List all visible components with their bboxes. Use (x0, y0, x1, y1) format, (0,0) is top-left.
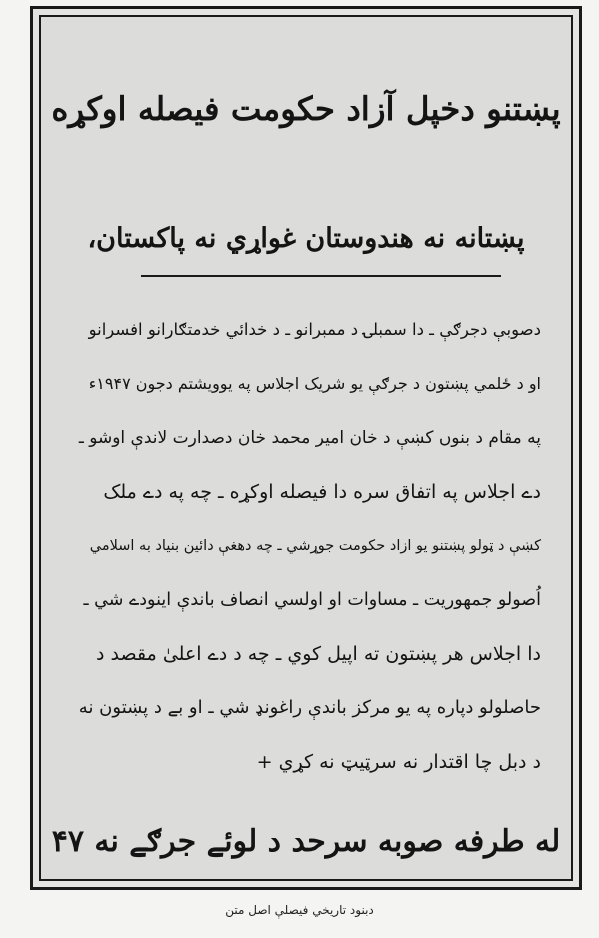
title-divider (141, 275, 501, 277)
document-body (79, 303, 541, 789)
document-frame (39, 15, 573, 881)
body-line: کښې د ټولو پښتنو یو ازاد حکومت جوړشي ـ چه دهغې دائین بنیاد به اسلامي (89, 538, 541, 554)
document-signature-line: له طرفه صوبه سرحد د لوئے جرګے نه ۴۷ (51, 824, 561, 859)
document-outer-border (30, 6, 582, 890)
body-line: اُصولو جمهوریت ـ مساوات او اولسي انصاف باندې اینودے شي ـ (83, 590, 541, 610)
body-line: دصوبې دجرګې ـ دا سمبلۍ د ممبرانو ـ د خدائي خدمتګارانو افسرانو (88, 320, 541, 339)
body-line: په مقام د بنوں کښې د خان امیر محمد خان دصدارت لاندې اوشو ـ (78, 428, 541, 448)
body-line: دا اجلاس هر پښتون ته اپیل کوي ـ چه د دے اعلیٰ مقصد د (96, 643, 541, 665)
body-line: دے اجلاس په اتفاق سره دا فیصله اوکړه ـ چه په دے ملک (103, 481, 541, 503)
image-caption: دبنود تاریخي فیصلې اصل متن (225, 903, 374, 917)
body-line: او د ځلمي پښتون د جرګې یو شریک اجلاس په یوویشتم دجون ۱۹۴۷ء (88, 374, 541, 393)
document-title: پښتنو دخپل آزاد حکومت فیصله اوکړه (51, 89, 561, 128)
body-line: حاصلولو دپاره په یو مرکز باندې راغونډ شي ـ او بے د پښتون نه (78, 697, 541, 718)
document-subtitle: پښتانه نه هندوستان غواړي نه پاکستان، (87, 223, 525, 254)
body-line: د دبل چا اقتدار نه سرټیټ نه کړي + (256, 751, 541, 773)
